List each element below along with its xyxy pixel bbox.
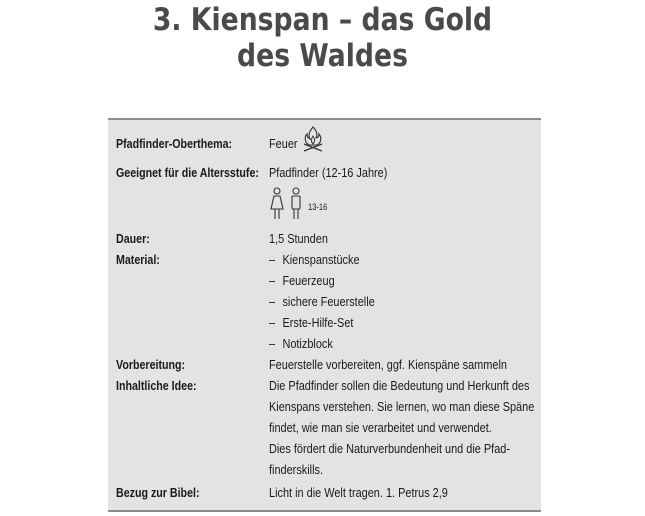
theme-label: Pfadfinder-Oberthema: [116, 136, 233, 151]
page-title [45, 2, 600, 74]
age-range-label: 13-16 [308, 202, 328, 212]
theme-value: Feuer [269, 136, 298, 151]
material-item-label: Notizblock [282, 336, 333, 351]
bible-label: Bezug zur Bibel: [116, 485, 200, 500]
list-dash: – [269, 315, 276, 330]
material-label: Material: [116, 252, 160, 267]
material-item-label: Kienspanstücke [282, 252, 360, 267]
material-item-label: Erste-Hilfe-Set [282, 315, 354, 330]
list-dash: – [269, 294, 276, 309]
list-dash: – [269, 273, 276, 288]
material-item-label: sichere Feuerstelle [282, 294, 375, 309]
duration-value: 1,5 Stunden [269, 231, 328, 246]
list-dash: – [269, 252, 276, 267]
age-value: Pfadfinder (12-16 Jahre) [269, 165, 388, 180]
material-item-label: Feuerzeug [282, 273, 335, 288]
title-line-2: des Waldes [237, 38, 408, 74]
boy-girl-icon [268, 187, 308, 221]
idea-line: Dies fördert die Naturverbundenheit und die Pfad- [269, 441, 511, 456]
idea-line: Die Pfadfinder sollen die Bedeutung und Herkunft des [269, 378, 530, 393]
idea-label: Inhaltliche Idee: [116, 378, 197, 393]
bible-value: Licht in die Welt tragen. 1. Petrus 2,9 [269, 485, 448, 500]
prep-value: Feuerstelle vorbereiten, ggf. Kienspäne sammeln [269, 357, 507, 372]
list-dash: – [269, 336, 276, 351]
prep-label: Vorbereitung: [116, 357, 186, 372]
idea-line: findet, wie man sie verarbeitet und verwendet. [269, 420, 492, 435]
idea-line: finderskills. [269, 462, 324, 477]
idea-line: Kienspans verstehen. Sie lernen, wo man diese Späne [269, 399, 535, 414]
age-label: Geeignet für die Altersstufe: [116, 165, 259, 180]
info-box [108, 118, 541, 512]
campfire-icon [300, 125, 326, 153]
duration-label: Dauer: [116, 231, 150, 246]
title-line-1: 3. Kienspan – das Gold [152, 2, 493, 38]
